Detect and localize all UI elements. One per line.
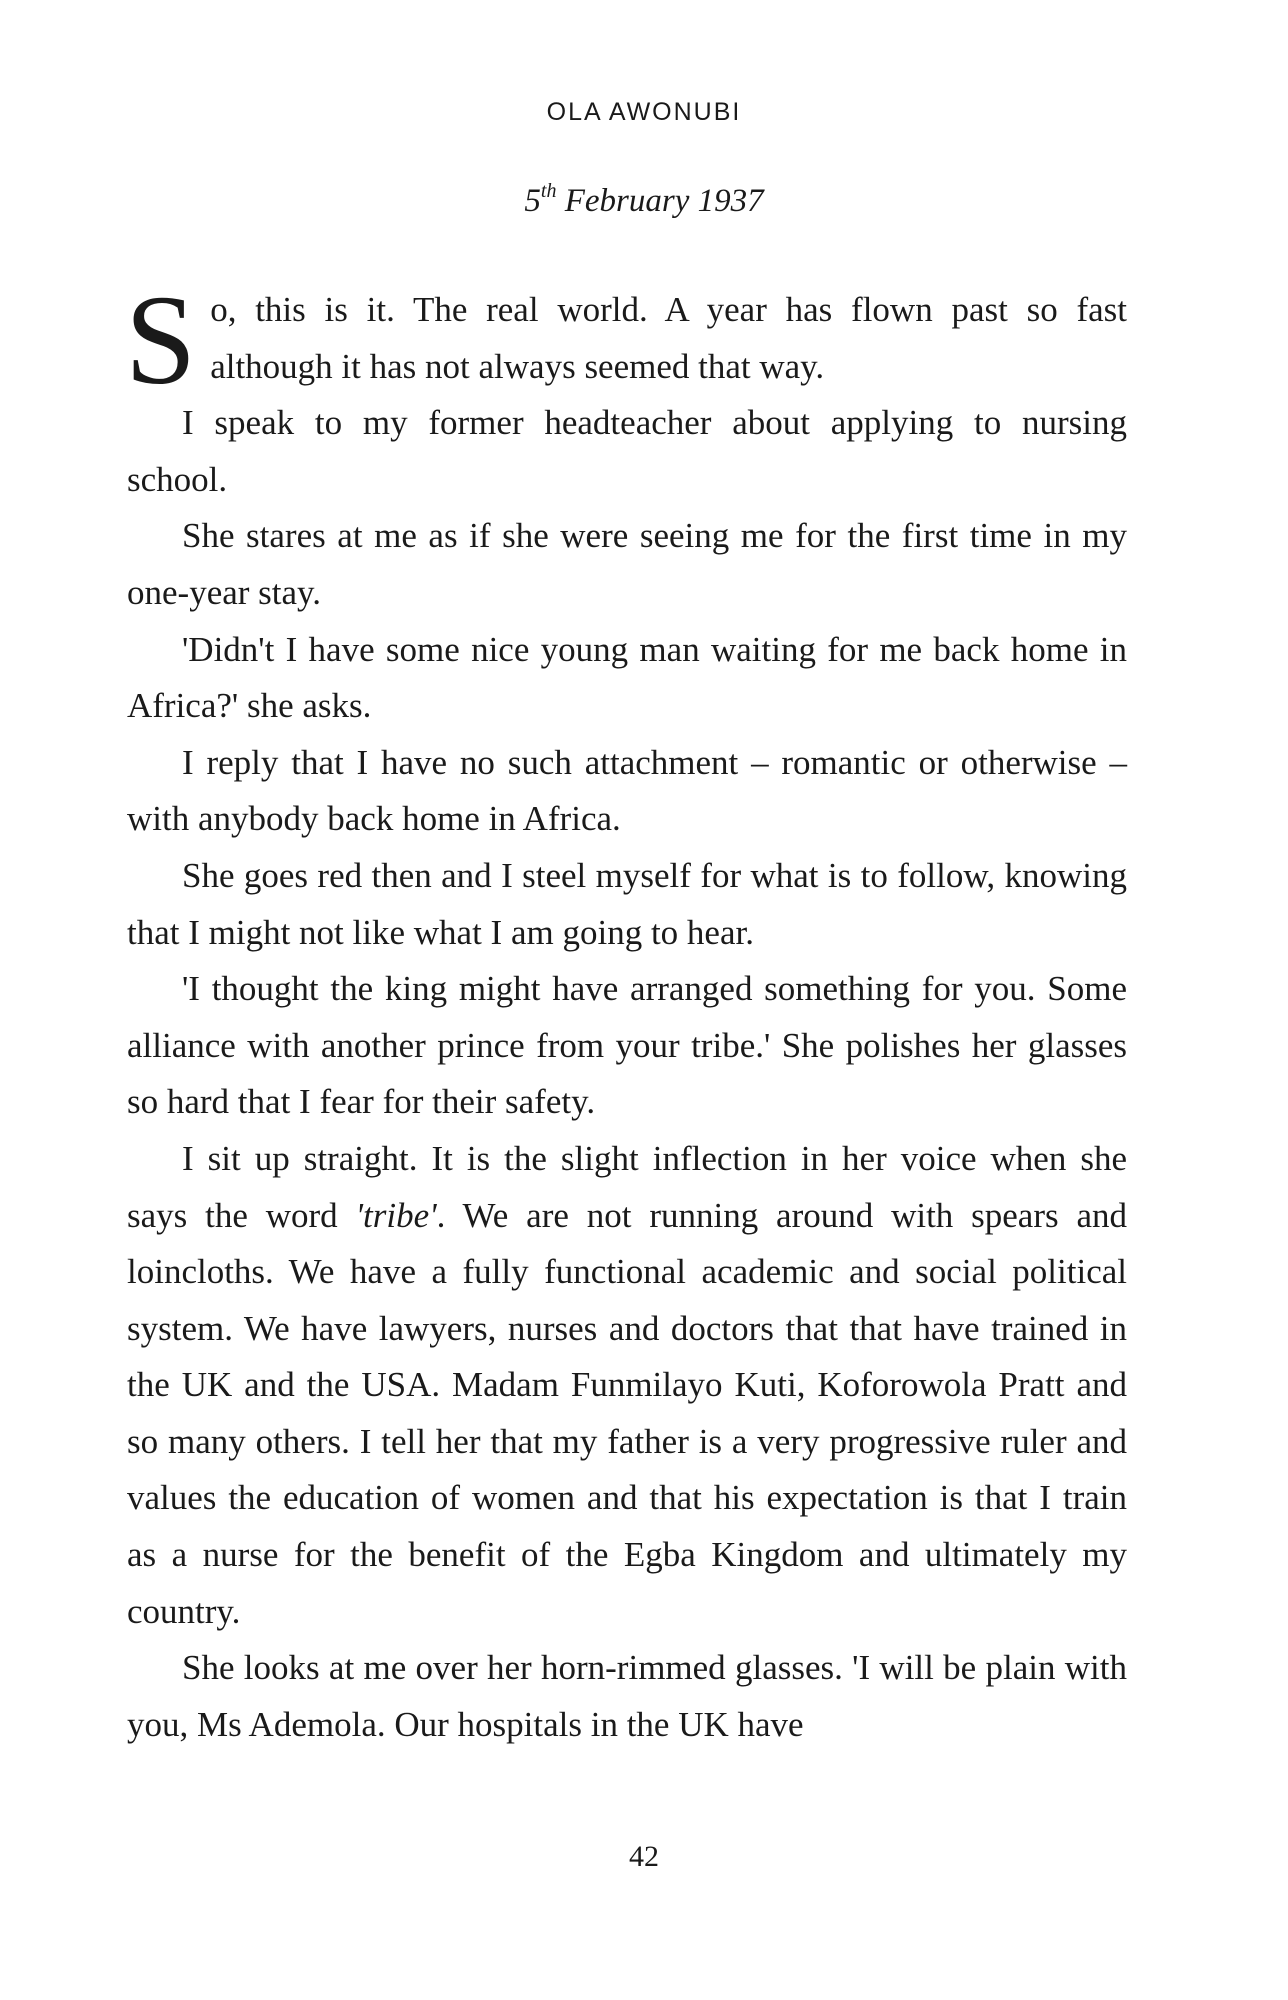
paragraph-6: She goes red then and I steel myself for what is to follow, knowing that I might not like what I am going to hear.: [127, 855, 1127, 952]
paragraph-7: 'I thought the king might have arranged something for you. Some alliance with another prince from your tribe.' She polishes her glasses so hard that I fear for their safety.: [127, 969, 1127, 1122]
paragraph-8-text-a: I sit up straight. It is the slight inflection in her voice when she says the word: [127, 1138, 1127, 1235]
page-number: 42: [629, 1840, 659, 1873]
paragraph-1-text: o, this is it. The real world. A year has flown past so fast although it has not always seemed that way.: [210, 290, 1127, 386]
running-head: OLA AWONUBI: [546, 98, 742, 126]
date-suffix: th: [540, 180, 557, 202]
paragraph-1: [125, 269, 1127, 411]
date-day: 5: [524, 183, 541, 219]
paragraph-8-italic: 'tribe': [355, 1195, 437, 1235]
paragraph-2: I speak to my former headteacher about applying to nursing school.: [127, 403, 1127, 499]
paragraph-5: I reply that I have no such attachment – romantic or otherwise – with anybody back home in Africa.: [127, 742, 1127, 839]
body-text: [125, 269, 1127, 1753]
entry-date: [0, 180, 1288, 220]
paragraph-8-text-b: . We are not running around with spears and loincloths. We have a fully functional academic and social political system. We have lawyers, nurses and doctors that that have trained in the UK and the USA. Madam Funmilayo Kuti, Koforowola Pratt and so many others. I tell her that my father is a very progressive ruler and values the education of women and that his expectation is that I train as a nurse for the benefit of the Egba Kingdom and ultimately my country.: [127, 1195, 1127, 1631]
paragraph-4: 'Didn't I have some nice young man waiting for me back home in Africa?' she asks.: [127, 629, 1127, 726]
date-month-year: February 1937: [556, 183, 764, 219]
paragraph-3: She stares at me as if she were seeing me for the first time in my one-year stay.: [127, 516, 1127, 612]
paragraph-9: She looks at me over her horn-rimmed glasses. 'I will be plain with you, Ms Ademola. Our hospitals in the UK have: [127, 1648, 1127, 1744]
paragraph-8: [127, 1131, 1127, 1640]
drop-cap: S: [125, 269, 197, 411]
